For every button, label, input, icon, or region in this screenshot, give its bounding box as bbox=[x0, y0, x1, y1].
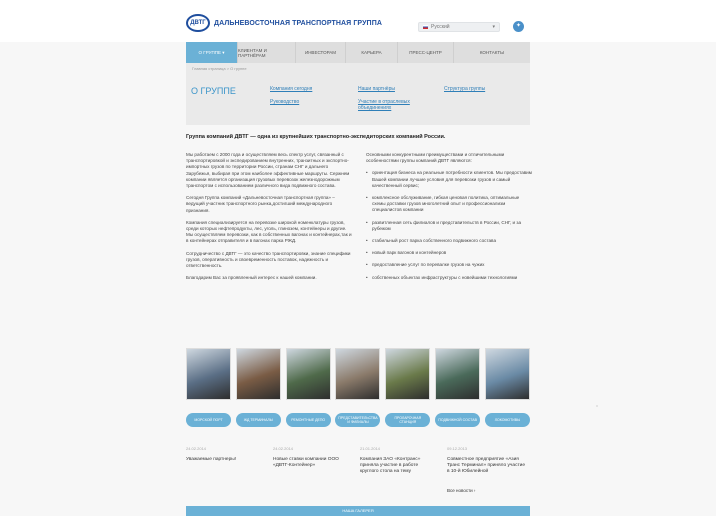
photo-gallery bbox=[186, 348, 530, 400]
list-item: • ориентация бизнеса на реальные потребности клиентов. Мы предоставим Вашей компании лучшие условия для перевозки грузов и самый качественный сервис; bbox=[366, 170, 532, 189]
subnav-panel bbox=[186, 63, 530, 125]
subnav-link-partners[interactable]: Наши партнёры bbox=[358, 86, 395, 92]
russia-flag-icon bbox=[423, 25, 428, 29]
paragraph: Компания специализируется на перевозке широкой номенклатуры грузов, среди которых нефтепродукты, лес, уголь, глинозем, контейнеры и другие. Мы осуществляем перевозки, как в собственных вагонах и контейнерах,так и в контейнерах отправителя и в вагонах парка РЖД. bbox=[186, 219, 352, 244]
page-title: О ГРУППЕ bbox=[191, 86, 236, 96]
company-logo[interactable] bbox=[186, 14, 382, 32]
gallery-photo-station[interactable] bbox=[385, 348, 430, 400]
news-date: 09.12.2013 bbox=[447, 446, 468, 451]
left-column bbox=[186, 152, 352, 287]
news-title[interactable]: Совместное предприятие «Азия Транс Терминал» приняло участие в 10-й Юбилейной bbox=[447, 457, 526, 474]
news-title[interactable]: Уважаемые партнеры! bbox=[186, 457, 237, 462]
button-station[interactable]: ПРОЛАРОЧНАЯ СТАНЦИЯ bbox=[385, 413, 430, 427]
button-branches[interactable]: ПРЕДСТАВИТЕЛЬСТВА И ФИЛИАЛЫ bbox=[335, 413, 380, 427]
news-title[interactable]: Новые ставки компании ООО «ДВТГ-Контейнер» bbox=[273, 457, 339, 468]
news-date: 24.02.2014 bbox=[186, 446, 207, 451]
content-heading: Группа компаний ДВТГ — одна из крупнейших транспортно-экспедиторских компаний России. bbox=[186, 134, 446, 140]
list-item: • стабильный рост парка собственного подвижного состава bbox=[366, 238, 532, 244]
nav-item-about[interactable]: О ГРУППЕ ▾ bbox=[186, 42, 238, 63]
list-item: • развитленная сеть филиалов и представительств в России, СНГ, и за рубежом bbox=[366, 220, 532, 232]
gallery-photo-locomotive[interactable] bbox=[485, 348, 530, 400]
nav-item-contacts[interactable]: КОНТАКТЫ bbox=[479, 50, 505, 55]
nav-item-careers[interactable]: КАРЬЕРА bbox=[346, 42, 398, 63]
paragraph: Сотрудничество с ДВТГ — это качество транспортировки, знание специфики грузов, оперативность и своевременность поставок, надежность и ответственность. bbox=[186, 250, 351, 269]
news-date: 24.02.2014 bbox=[273, 446, 294, 451]
nav-item-press[interactable]: ПРЕСС-ЦЕНТР bbox=[398, 42, 454, 63]
button-rail-terminals[interactable]: ЖД ТЕРМИНАЛЫ bbox=[236, 413, 281, 427]
list-item: • предоставление услуг по перевалке грузов на чужих bbox=[366, 262, 532, 268]
footer-gallery-bar[interactable]: НАША ГАЛЕРЕЯ bbox=[186, 506, 530, 516]
news-item[interactable] bbox=[186, 446, 266, 463]
news-item[interactable] bbox=[360, 446, 436, 475]
gallery-photo-office[interactable] bbox=[335, 348, 380, 400]
button-repair-depots[interactable]: РЕМОНТНЫЕ ДЕПО bbox=[286, 413, 331, 427]
paragraph: Благодарим Вас за проявленный интерес к нашей компании. bbox=[186, 275, 317, 281]
gallery-photo-terminal[interactable] bbox=[236, 348, 281, 400]
advantages-list bbox=[366, 170, 532, 280]
main-nav bbox=[186, 42, 530, 63]
gallery-photo-wagons[interactable] bbox=[435, 348, 480, 400]
news-item[interactable] bbox=[273, 446, 349, 469]
breadcrumb[interactable]: Главная страница > О группе bbox=[192, 66, 247, 71]
subnav-link-industry[interactable]: Участие в отраслевых объединениях bbox=[358, 99, 410, 111]
button-rolling-stock[interactable]: ПОДВИЖНОЙ СОСТАВ bbox=[435, 413, 480, 427]
paragraph: Мы работаем с 2000 года и осуществляем весь спектр услуг, связанный с транспортировкой и экспедированием внутренних, транзитных и экспортно-импортных грузов по территории России, странам СНГ и дальнего Зарубежья, выбирая при этом наиболее эффективные маршруты. Сержнем компании является организация грузовых перевозок железнодорожным транспортом с использованием различного вида подвижного состава. bbox=[186, 152, 350, 189]
news-date: 21.01.2014 bbox=[360, 446, 381, 451]
chevron-down-icon: ▾ bbox=[492, 24, 495, 30]
social-icon[interactable]: ✦ bbox=[513, 21, 524, 32]
language-label: Русский bbox=[431, 24, 450, 30]
news-item[interactable] bbox=[447, 446, 527, 475]
advantages-intro: Основными конкурентными преимуществами и отличительными особенностями группы компаний ДВТГ являются: bbox=[366, 152, 505, 164]
logo-text: ДАЛЬНЕВОСТОЧНАЯ ТРАНСПОРТНАЯ ГРУППА bbox=[214, 19, 382, 27]
language-select[interactable] bbox=[418, 22, 500, 32]
all-news-link[interactable]: Все новости › bbox=[447, 488, 476, 493]
nav-item-investors[interactable]: ИНВЕСТОРАМ bbox=[296, 42, 346, 63]
list-item: • новый парк вагонов и контейнеров bbox=[366, 250, 532, 256]
nav-item-clients[interactable]: КЛИЕНТАМ И ПАРТНЁРАМ bbox=[238, 42, 296, 63]
decorative-dot bbox=[596, 405, 598, 407]
logo-mark: ДВТГ bbox=[186, 14, 210, 32]
news-title[interactable]: Компания ЗАО «Контранс» приняла участие в работе круглого стола на тему bbox=[360, 457, 421, 474]
button-sea-port[interactable]: МОРСКОЙ ПОРТ bbox=[186, 413, 231, 427]
gallery-photo-port[interactable] bbox=[186, 348, 231, 400]
category-buttons bbox=[186, 413, 530, 427]
subnav-link-company-today[interactable]: Компания сегодня bbox=[270, 86, 313, 92]
list-item: • комплексное обслуживание, гибкая ценовая политика, оптимальные схемы доставки грузов многолетний опыт и профессионализм специалистов компании bbox=[366, 195, 532, 214]
button-locomotives[interactable]: ЛОКОМОТИВЫ bbox=[485, 413, 530, 427]
paragraph: Сегодня Группа компаний «Дальневосточная транспортная группа» – ведущий участник транспортного рынка,достигший международного признания. bbox=[186, 195, 335, 213]
right-column bbox=[366, 152, 532, 287]
list-item: • собственных объектах инфраструктуры с новейшими технологиями bbox=[366, 275, 532, 281]
subnav-link-structure[interactable]: Структура группы bbox=[444, 86, 486, 92]
gallery-photo-depot[interactable] bbox=[286, 348, 331, 400]
subnav-link-management[interactable]: Руководство bbox=[270, 99, 300, 105]
